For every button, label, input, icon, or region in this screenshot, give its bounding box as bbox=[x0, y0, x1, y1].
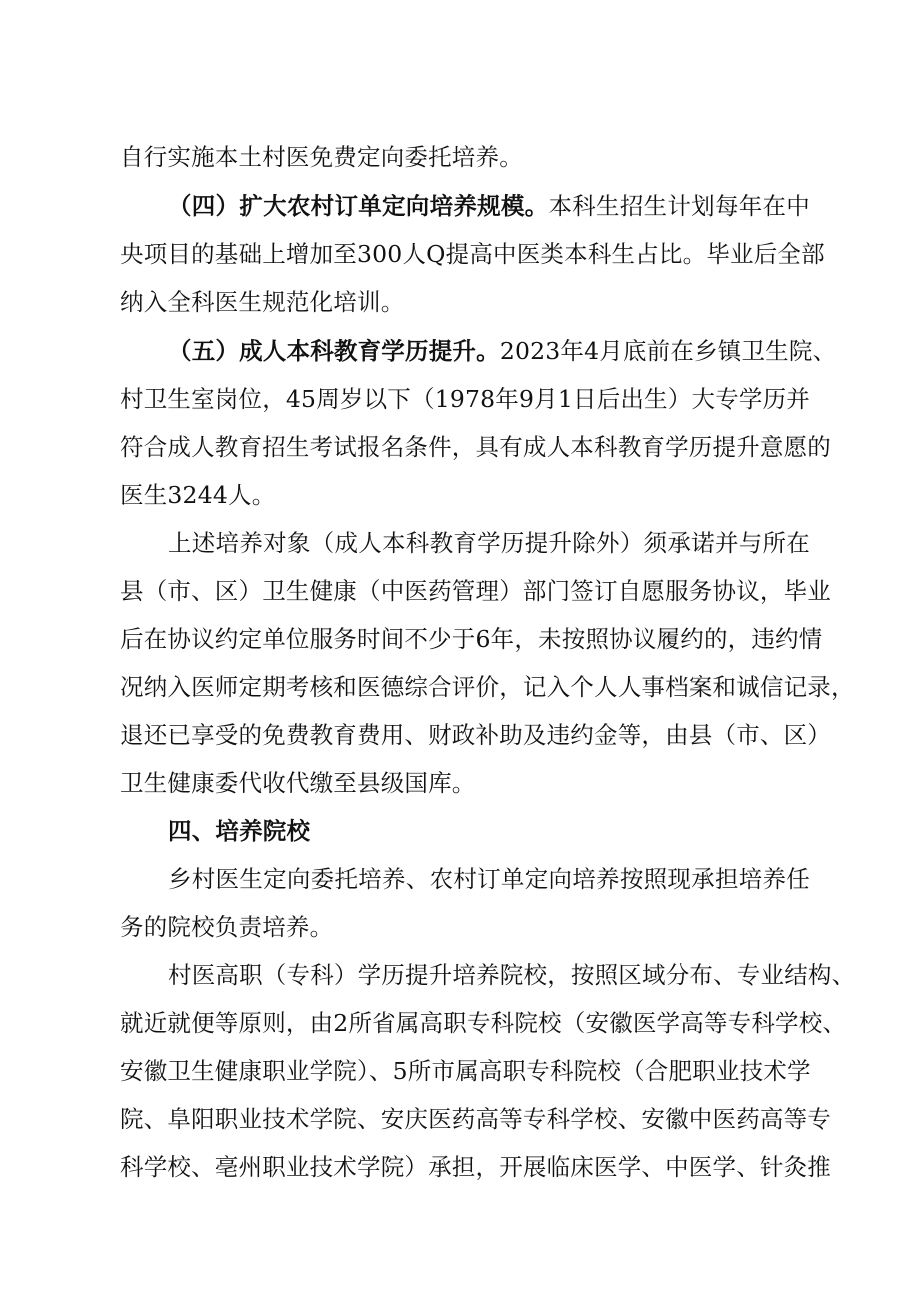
paragraph-line: 就近就便等原则，由2所省属高职专科院校（安徽医学高等专科学校、 bbox=[120, 1009, 847, 1037]
paragraph-text: 2023年4月底前在乡镇卫生院、 bbox=[499, 337, 837, 365]
paragraph-line: 自行实施本土村医免费定向委托培养。 bbox=[120, 143, 523, 171]
paragraph-line: 村卫生室岗位，45周岁以下（1978年9月1日后出生）大专学历并 bbox=[120, 385, 811, 413]
paragraph-line: 央项目的基础上增加至300人Q提高中医类本科生占比。毕业后全部 bbox=[120, 240, 825, 268]
paragraph-line: 务的院校负责培养。 bbox=[120, 913, 334, 941]
paragraph-line: 卫生健康委代收代缴至县级国库。 bbox=[120, 769, 476, 797]
paragraph-line: 后在协议约定单位服务时间不少于6年，未按照协议履约的，违约情 bbox=[120, 625, 823, 653]
paragraph-text: 本科生招生计划每年在中 bbox=[548, 192, 811, 220]
paragraph-line: 纳入全科医生规范化培训。 bbox=[120, 288, 405, 316]
section-subheading: （五）成人本科教育学历提升。 bbox=[168, 337, 500, 365]
section-subheading: （四）扩大农村订单定向培养规模。 bbox=[168, 192, 549, 220]
paragraph-line: 乡村医生定向委托培养、农村订单定向培养按照现承担培养任 bbox=[168, 865, 810, 893]
paragraph-line: 符合成人教育招生考试报名条件，具有成人本科教育学历提升意愿的 bbox=[120, 433, 831, 461]
paragraph-line: 县（市、区）卫生健康（中医药管理）部门签订自愿服务协议，毕业 bbox=[120, 577, 831, 605]
paragraph-line: 退还已享受的免费教育费用、财政补助及违约金等，由县（市、区） bbox=[120, 721, 831, 749]
paragraph-line: 村医高职（专科）学历提升培养院校，按照区域分布、专业结构、 bbox=[168, 961, 856, 989]
paragraph-line bbox=[168, 337, 837, 366]
paragraph-line bbox=[168, 192, 810, 221]
paragraph-line: 科学校、亳州职业技术学院）承担，开展临床医学、中医学、针灸推 bbox=[120, 1153, 831, 1181]
paragraph-line: 况纳入医师定期考核和医德综合评价，记入个人人事档案和诚信记录， bbox=[120, 673, 855, 701]
paragraph-line: 安徽卫生健康职业学院）、5所市属高职专科院校（合肥职业技术学 bbox=[120, 1057, 811, 1085]
section-heading: 四、培养院校 bbox=[168, 817, 311, 845]
paragraph-line: 上述培养对象（成人本科教育学历提升除外）须承诺并与所在 bbox=[168, 529, 810, 557]
paragraph-line: 院、阜阳职业技术学院、安庆医药高等专科学校、安徽中医药高等专 bbox=[120, 1105, 831, 1133]
paragraph-line: 医生3244人。 bbox=[120, 481, 276, 509]
